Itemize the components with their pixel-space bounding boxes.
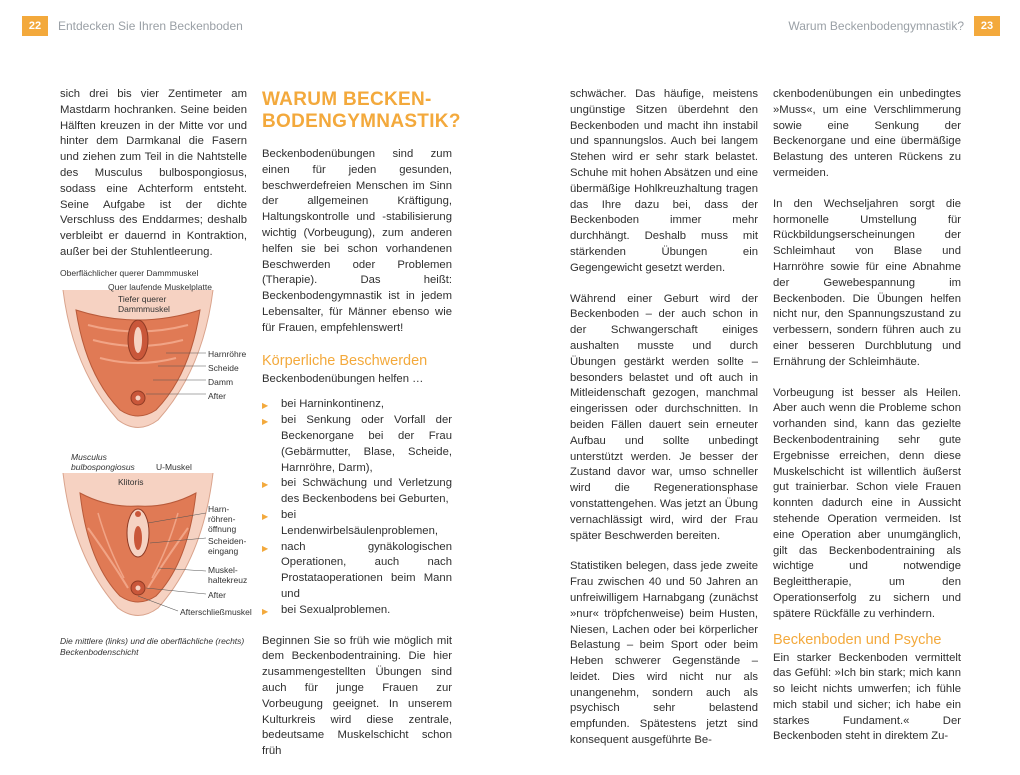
paragraph: Vorbeugung ist besser als Heilen. Aber auch wenn die Probleme schon vorhanden sind, kann das gezielte Beckenbodentraining sehr gute Ergebnisse erreichen, denn diese Muskelschicht ist willentlich äußerst gut trainierbar. Schon viele Frauen konnten dadurch eine in Aussicht stehende Operation vermeiden. Ist eine Operation aber unumgänglich, gilt das Beckenbodentraining als wichtige und notwendige Begleittherapie, um den Operationserfolg zu sichern und spätere Rückfälle zu verhindern. (773, 386, 961, 620)
label-after-bottom: After (208, 590, 226, 600)
label-bulbospongiosus: bulbospongiosus (71, 462, 135, 472)
center-left-text-column (262, 87, 461, 775)
right-page-number: 23 (974, 16, 1000, 36)
label-eingang: eingang (208, 546, 239, 556)
right-running-header: Warum Beckenbodengymnastik? (788, 19, 964, 33)
label-oeffnung: öffnung (208, 524, 237, 534)
paragraph: In den Wechseljahren sorgt die hormonelle Umstellung für Rückbildungserscheinungen der Schleimhaut von Blase und Harnröhre sowie für eine Abnahme der Gewebespannung im Beckenboden. Die Übungen helfen nicht nur, den Spannungszustand zu verbessern, sondern führen auch zu einer besseren Durchblutung und Ernährung der Schleimhäute. (773, 197, 961, 368)
label-oberflaechlicher-querer-dammmuskel: Oberflächlicher querer Dammmuskel (60, 268, 199, 278)
label-dammmuskel: Dammmuskel (118, 304, 170, 314)
label-haltekreuz: haltekreuz (208, 575, 248, 585)
center-right-text-column (570, 87, 758, 764)
caption-line-1: Die mittlere (links) und die oberflächliche (rechts) (60, 636, 245, 646)
bullet-lead: Beckenbodenübungen helfen … (262, 372, 424, 385)
paragraph: Statistiken belegen, dass jede zweite Frau zwischen 40 und 50 Jahren an unfreiwilligem Harnabgang (zunächst »nur« tröpfchenweise) beim Husten, Niesen, Lachen oder bei körperlicher Belastung – beim Sport oder beim Heben schwerer Gegenstände – leidet. Dies wird nicht nur als unangenehm, sondern auch als psychisch sehr belastend empfunden. Spätestens jetzt sind konsequent ausgeführte Be- (570, 560, 758, 747)
label-damm: Damm (208, 377, 234, 387)
subheading-koerperliche-beschwerden: Körperliche Beschwerden (262, 352, 428, 369)
left-running-header: Entdecken Sie Ihren Beckenboden (58, 19, 243, 33)
label-afterschliessmuskel: Afterschließmuskel (180, 607, 252, 617)
list-item: ▶ bei Senkung oder Vorfall der Beckenorgane bei der Frau (Gebärmutter, Blase, Scheide, Harnröhre, Darm), (262, 413, 452, 476)
list-item: ▶ nach gynäkologischen Operationen, auch nach Prostataoperationen beim Mann und (262, 540, 452, 603)
label-after: After (208, 391, 226, 401)
figure-caption (60, 636, 250, 658)
label-u-muskel: U-Muskel (156, 462, 192, 472)
label-klitoris: Klitoris (118, 477, 144, 487)
left-text-column (60, 87, 247, 276)
label-harn: Harn- (208, 504, 230, 514)
list-item: ▶ bei Harninkontinenz, (262, 397, 452, 413)
label-quer-laufende-muskelplatte: Quer laufende Muskelplatte (108, 282, 212, 292)
label-muskel: Muskel- (208, 565, 238, 575)
list-item: ▶ bei Lendenwirbelsäulenproblemen, (262, 508, 452, 540)
heading-line-1: WARUM BECKEN- (262, 89, 432, 110)
label-roehren: röhren- (208, 514, 236, 524)
heading-line-2: BODENGYMNASTIK? (262, 111, 461, 132)
paragraph: Während einer Geburt wird der Beckenboden – der auch schon in der Schwangerschaft einiges aushalten musste und durch Übungen gestärkt werden sollte – besonders belastet und oft auch in Mitleidenschaft gezogen, manchmal eingerissen oder durchschnitten. In beiden Fällen dauert sein erneuter Aufbau und sollte unbedingt unterstützt werden. Je besser der Zustand davor war, umso schneller wird die Regenerationsphase vonstattengehen. Was jetzt an Übung vernachlässigt wird, wird der Frau später Beschwerden bereiten. (570, 292, 758, 542)
intro-benefits-paragraph: Beckenbodenübungen sind zum einen für jeden gesunden, beschwerdefreien Menschen im Sinn der allgemeinen Kräftigung, Haltungskontrolle und -stabilisierung wichtig (Vorbeugung), zum anderen helfen sie bei schon vorhandenen Beschwerden oder Problemen (Therapie). Das heißt: Beckenbodengymnastik ist in jedem Lebensalter, für Männer ebenso wie für Frauen, empfehlenswert! (262, 148, 452, 334)
section-heading (262, 89, 461, 133)
label-musculus: Musculus (71, 452, 107, 462)
intro-paragraph: sich drei bis vier Zentimeter am Mastdarm hochranken. Seine beiden Hälften kreuzen in der Mitte vor und hinter dem Darmkanal die Fasern und ziehen zum Teil in die Nahtstelle des Musculus bulbospongiosus, sodass eine Achterform entsteht. Seine Aufgabe ist der dichte Verschluss des Enddarmes; deshalb verbleibt er dauernd in Kontraktion, außer bei der Stuhlentleerung. (60, 88, 247, 258)
left-page-number: 22 (22, 16, 48, 36)
label-scheide: Scheide (208, 363, 239, 373)
label-tiefer-querer: Tiefer querer (118, 294, 167, 304)
paragraph: schwächer. Das häufige, meistens ungünstige Sitzen überdehnt den Beckenboden und macht ihn instabil und spannungslos. Auch bei langem Stehen wird er sehr stark belastet. Schuhe mit hohen Absätzen und eine übermäßige Hohlkreuzhaltung tragen das Ihre dazu bei, dass der Beckenboden immer mehr durchhängt. Deshalb muss mit stärkenden Übungen ein Gegengewicht gesetzt werden. (570, 88, 758, 274)
paragraph: ckenbodenübungen ein unbedingtes »Muss«, um eine Verschlimmerung sowie eine Senkung der Beckenorgane und eine übermäßige Belastung des unteren Rückens zu vermeiden. (773, 88, 961, 179)
list-item: ▶ bei Sexualproblemen. (262, 603, 452, 619)
caption-line-2: Beckenbodenschicht (60, 647, 139, 657)
label-scheiden: Scheiden- (208, 536, 247, 546)
paragraph: Ein starker Beckenboden vermittelt das Gefühl: »Ich bin stark; mich kann so leicht nichts umwerfen; ich fühle mich stabil und sicher; ich habe ein starkes Fundament.« Der Beckenboden steht in direktem Zu- (773, 651, 961, 743)
right-text-column (773, 87, 961, 760)
benefits-list (262, 397, 452, 618)
label-harnroehre: Harnröhre (208, 349, 247, 359)
list-item: ▶ bei Schwächung und Verletzung des Beckenbodens bei Geburten, (262, 476, 452, 508)
closing-paragraph: Beginnen Sie so früh wie möglich mit dem Beckenbodentraining. Die hier zusammengestellten Übungen sind auch für junge Frauen zur Vorbeugung geeignet. In unserem Kulturkreis wird diese zentrale, bedeutsame Muskelschicht schon früh (262, 634, 452, 758)
pelvic-floor-illustration-superficial (58, 468, 218, 628)
subheading-beckenboden-und-psyche: Beckenboden und Psyche (773, 631, 942, 648)
